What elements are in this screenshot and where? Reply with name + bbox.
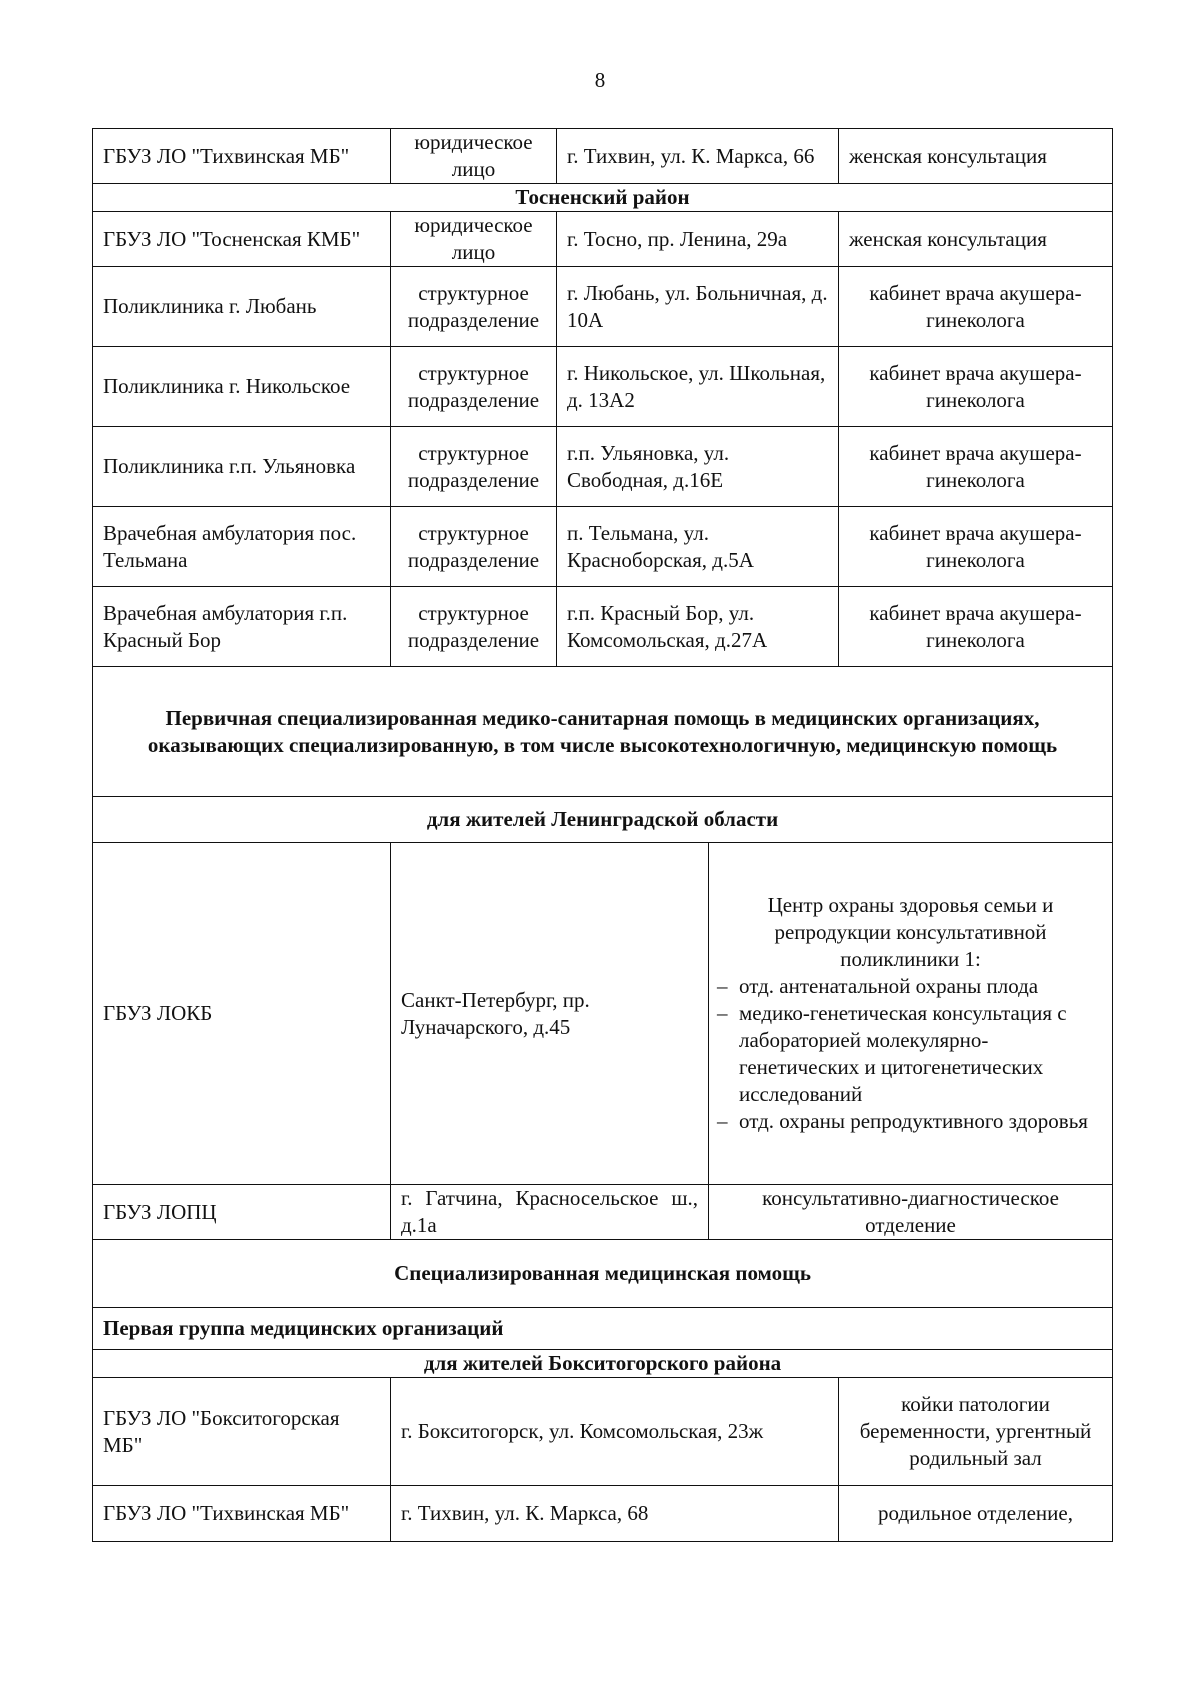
page-number: 8 (594, 68, 606, 92)
org-name-cell: Поликлиника г. Никольское (93, 347, 391, 427)
district-row (93, 184, 1113, 212)
table-row (93, 1185, 1113, 1240)
org-type-cell: юридическое лицо (391, 212, 557, 267)
table-row (93, 267, 1113, 347)
org-name-cell: ГБУЗ ЛО "Тихвинская МБ" (93, 1486, 391, 1542)
list-item: – отд. антенатальной охраны плода (717, 973, 1104, 1000)
unit-cell: кабинет врача акушера-гинеколога (839, 507, 1113, 587)
subsection-row (93, 797, 1113, 843)
org-type-cell: структурное подразделение (391, 267, 557, 347)
address-cell: г. Никольское, ул. Школьная, д. 13А2 (557, 347, 839, 427)
section-row (93, 667, 1113, 797)
center-title: Центр охраны здоровья семьи и репродукции консультативной поликлиники 1: (767, 893, 1054, 971)
address-cell: г. Тихвин, ул. К. Маркса, 68 (391, 1486, 839, 1542)
org-type-cell: структурное подразделение (391, 507, 557, 587)
table-row (93, 843, 1113, 1185)
address-cell: г. Бокситогорск, ул. Комсомольская, 23ж (391, 1378, 839, 1486)
org-name-cell: Врачебная амбулатория г.п. Красный Бор (93, 587, 391, 667)
address-cell: Санкт-Петербург, пр. Луначарского, д.45 (391, 843, 709, 1185)
residents-heading: для жителей Ленинградской области (93, 797, 1113, 843)
section-heading-primary: Первичная специализированная медико-санитарная помощь в медицинских организациях, оказывающих специализированную, в том числе высокотехнологичную, медицинскую помощь (93, 667, 1113, 797)
table-row (93, 587, 1113, 667)
subsection-row (93, 1350, 1113, 1378)
org-type-cell: структурное подразделение (391, 347, 557, 427)
org-type-cell: структурное подразделение (391, 587, 557, 667)
address-cell: г.п. Красный Бор, ул. Комсомольская, д.27А (557, 587, 839, 667)
address-cell: г.п. Ульяновка, ул. Свободная, д.16Е (557, 427, 839, 507)
unit-cell: женская консультация (839, 129, 1113, 184)
unit-cell: кабинет врача акушера-гинеколога (839, 427, 1113, 507)
table-row (93, 129, 1113, 184)
unit-cell: женская консультация (839, 212, 1113, 267)
unit-cell (709, 843, 1113, 1185)
org-name-cell: ГБУЗ ЛО "Тихвинская МБ" (93, 129, 391, 184)
list-item: – отд. охраны репродуктивного здоровья (717, 1108, 1104, 1135)
unit-cell: родильное отделение, (839, 1486, 1113, 1542)
section-row (93, 1240, 1113, 1308)
section-heading-specialized: Специализированная медицинская помощь (93, 1240, 1113, 1308)
group-row (93, 1308, 1113, 1350)
organizations-table (92, 128, 1113, 1542)
org-name-cell: ГБУЗ ЛО "Тосненская КМБ" (93, 212, 391, 267)
org-name-cell: ГБУЗ ЛОКБ (93, 843, 391, 1185)
unit-cell: кабинет врача акушера-гинеколога (839, 267, 1113, 347)
list-item: – медико-генетическая консультация с лабораторией молекулярно-генетических и цитогенетических исследований (717, 1000, 1104, 1108)
table-row (93, 1486, 1113, 1542)
address-cell: г. Гатчина, Красносельское ш., д.1а (391, 1185, 709, 1240)
org-type-cell: структурное подразделение (391, 427, 557, 507)
unit-cell: койки патологии беременности, ургентный родильный зал (839, 1378, 1113, 1486)
org-name-cell: ГБУЗ ЛОПЦ (93, 1185, 391, 1240)
unit-cell: кабинет врача акушера-гинеколога (839, 347, 1113, 427)
unit-cell: кабинет врача акушера-гинеколога (839, 587, 1113, 667)
unit-cell: консультативно-диагностическое отделение (709, 1185, 1113, 1240)
residents-heading: для жителей Бокситогорского района (93, 1350, 1113, 1378)
district-heading: Тосненский район (93, 184, 1113, 212)
org-name-cell: Поликлиника г. Любань (93, 267, 391, 347)
table-row (93, 427, 1113, 507)
address-cell: п. Тельмана, ул. Красноборская, д.5А (557, 507, 839, 587)
org-type-cell: юридическое лицо (391, 129, 557, 184)
org-name-cell: ГБУЗ ЛО "Бокситогорская МБ" (93, 1378, 391, 1486)
table-row (93, 507, 1113, 587)
table-row (93, 1378, 1113, 1486)
org-name-cell: Поликлиника г.п. Ульяновка (93, 427, 391, 507)
address-cell: г. Тихвин, ул. К. Маркса, 66 (557, 129, 839, 184)
address-cell: г. Тосно, пр. Ленина, 29а (557, 212, 839, 267)
address-cell: г. Любань, ул. Больничная, д. 10А (557, 267, 839, 347)
org-name-cell: Врачебная амбулатория пос. Тельмана (93, 507, 391, 587)
table-row (93, 347, 1113, 427)
group-heading: Первая группа медицинских организаций (93, 1308, 1113, 1350)
table-row (93, 212, 1113, 267)
department-list (717, 973, 1104, 1135)
